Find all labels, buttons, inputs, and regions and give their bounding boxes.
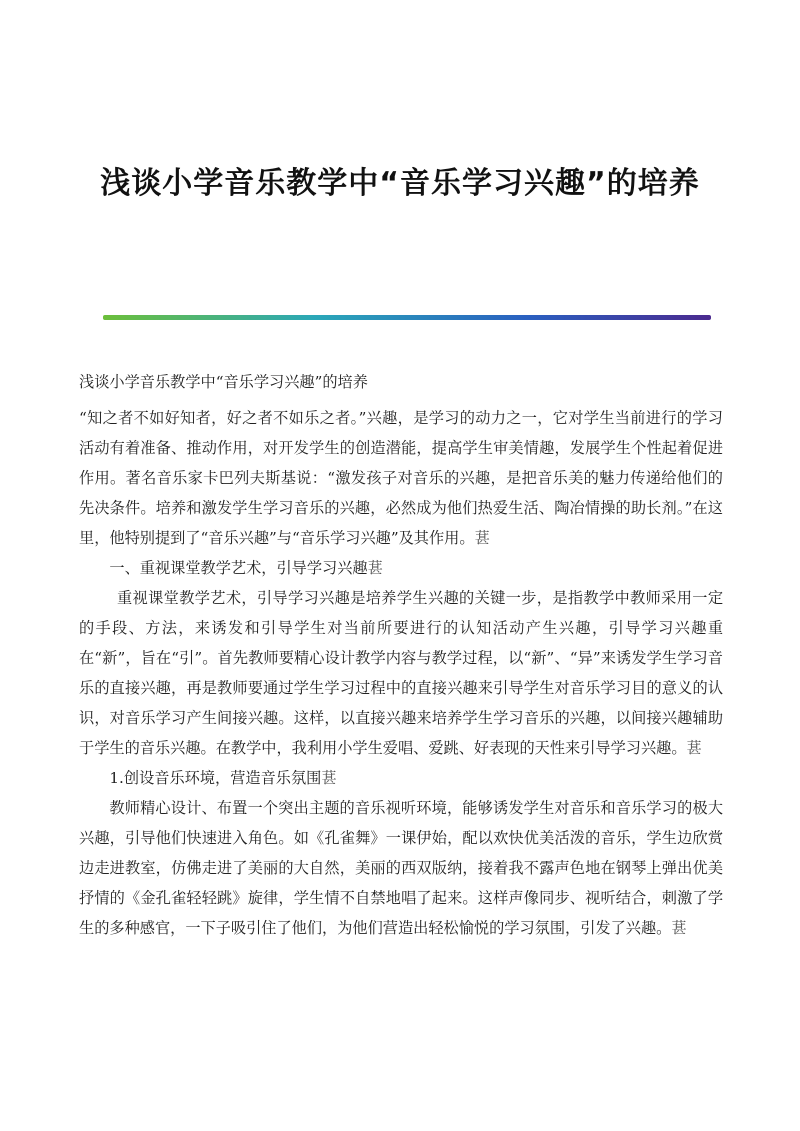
paragraph-text: 教师精心设计、布置一个突出主题的音乐视听环境，能够诱发学生对音乐和音乐学习的极大兴趣，引导他们快速进入角色。如《孔雀舞》一课伊始，配以欢快优美活泼的音乐，学生边欣赏边走进教室，仿佛走进了美丽的大自然，美丽的西双版纳，接着我不露声色地在钢琴上弹出优美抒情的《金孔雀轻轻跳》旋律，学生情不自禁地唱了起来。这样声像同步、视听结合，刺激了学生的多种感官，一下子吸引住了他们，为他们营造出轻松愉悦的学习氛围，引发了兴趣。 (79, 799, 723, 937)
paragraph-mark: 葚 (671, 919, 687, 937)
section-heading-1 (79, 553, 723, 583)
paragraph-mark: 葚 (321, 769, 337, 787)
document-title: 浅谈小学音乐教学中“音乐学习兴趣”的培养 (100, 166, 700, 201)
section-heading-1-1 (79, 763, 723, 793)
heading-text: 1.创设音乐环境，营造音乐氛围 (109, 769, 322, 787)
paragraph-section-1 (79, 583, 723, 763)
paragraph-text: 重视课堂教学艺术，引导学习兴趣是培养学生兴趣的关键一步，是指教学中教师采用一定的手段、方法，来诱发和引导学生对当前所要进行的认知活动产生兴趣，引导学习兴趣重在“新”，旨在“引”。首先教师要精心设计教学内容与教学过程，以“新”、“异”来诱发学生学习音乐的直接兴趣，再是教师要通过学生学习过程中的直接兴趣来引导学生对音乐学习目的意义的认识，对音乐学习产生间接兴趣。这样，以直接兴趣来培养学生学习音乐的兴趣，以间接兴趣辅助于学生的音乐兴趣。在教学中，我利用小学生爱唱、爱跳、好表现的天性来引导学习兴趣。 (79, 589, 723, 757)
paragraph-intro (79, 403, 723, 553)
paragraph-mark: 葚 (474, 529, 490, 547)
subtitle-text: 浅谈小学音乐教学中“音乐学习兴趣”的培养 (79, 373, 368, 391)
document-body (79, 367, 723, 943)
title-divider (103, 315, 711, 320)
paragraph-text: “知之者不如好知者，好之者不如乐之者。”兴趣，是学习的动力之一，它对学生当前进行的学习活动有着准备、推动作用，对开发学生的创造潜能，提高学生审美情趣，发展学生个性起着促进作用。著名音乐家卡巴列夫斯基说：“激发孩子对音乐的兴趣，是把音乐美的魅力传递给他们的先决条件。培养和激发学生学习音乐的兴趣，必然成为他们热爱生活、陶冶情操的助长剂。”在这里，他特别提到了“音乐兴趣”与“音乐学习兴趣”及其作用。 (79, 409, 723, 547)
paragraph-mark: 葚 (686, 739, 702, 757)
document-subtitle (79, 367, 723, 397)
paragraph-mark: 葚 (367, 559, 383, 577)
heading-text: 一、重视课堂教学艺术，引导学习兴趣 (109, 559, 368, 577)
paragraph-section-1-1 (79, 793, 723, 943)
